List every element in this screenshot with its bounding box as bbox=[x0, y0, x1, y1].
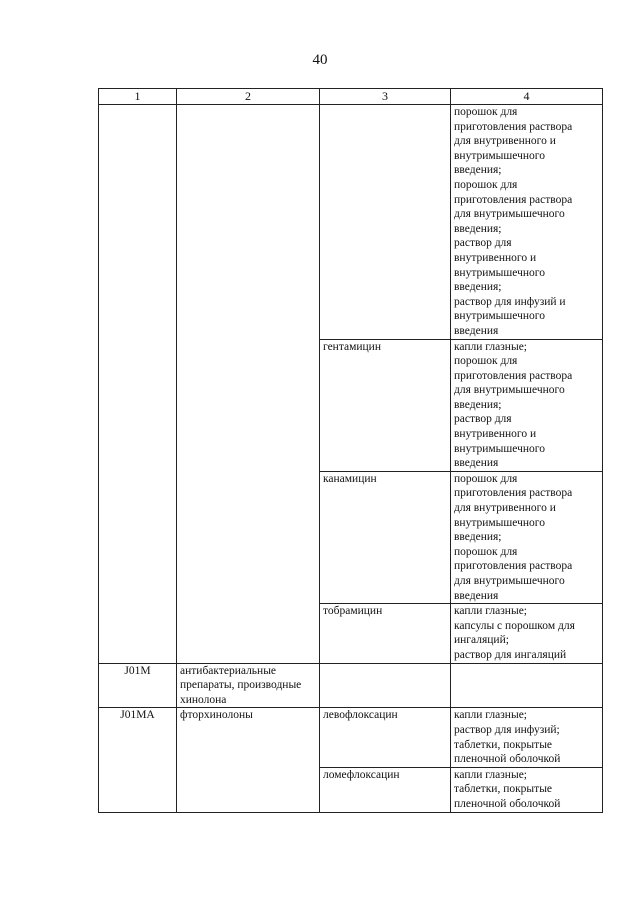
code-cell bbox=[99, 339, 177, 471]
group-cell bbox=[177, 663, 320, 708]
form-line: капли глазные; bbox=[454, 768, 527, 781]
form-line: введения; bbox=[454, 164, 502, 177]
form-line: порошок для bbox=[454, 355, 518, 368]
form-line: для внутримышечного bbox=[454, 384, 565, 397]
form-line: введения; bbox=[454, 222, 502, 235]
form-line: таблетки, покрытые bbox=[454, 783, 553, 796]
forms-cell bbox=[451, 471, 603, 603]
group-cell bbox=[177, 604, 320, 663]
form-line: порошок для bbox=[454, 106, 518, 118]
group-cell bbox=[177, 105, 320, 340]
form-line: внутримышечного bbox=[454, 266, 545, 279]
forms-cell bbox=[451, 708, 603, 767]
form-line: капли глазные; bbox=[454, 709, 527, 722]
drug-cell: ломефлоксацин bbox=[320, 767, 451, 812]
form-line: введения bbox=[454, 457, 499, 470]
drug-cell bbox=[320, 663, 451, 708]
group-cell bbox=[177, 471, 320, 603]
code-cell bbox=[99, 471, 177, 603]
group-line: антибактериальные bbox=[180, 664, 277, 677]
table-row bbox=[99, 767, 603, 812]
drug-cell: гентамицин bbox=[320, 339, 451, 471]
table-row bbox=[99, 105, 603, 340]
form-line: пленочной оболочкой bbox=[454, 753, 561, 766]
form-line: введения; bbox=[454, 281, 502, 294]
form-line: внутримышечного bbox=[454, 310, 545, 323]
form-line: таблетки, покрытые bbox=[454, 738, 553, 751]
form-line: раствор для ингаляций bbox=[454, 648, 567, 661]
column-header-3: 3 bbox=[320, 89, 451, 105]
form-line: порошок для bbox=[454, 178, 518, 191]
drug-cell bbox=[320, 105, 451, 340]
column-header-4: 4 bbox=[451, 89, 603, 105]
page-number: 40 bbox=[312, 52, 328, 68]
form-line: внутривенного и bbox=[454, 428, 537, 441]
form-line: приготовления раствора bbox=[454, 560, 573, 573]
code-cell bbox=[99, 105, 177, 340]
column-header-2: 2 bbox=[177, 89, 320, 105]
code-cell bbox=[99, 604, 177, 663]
form-line: внутримышечного bbox=[454, 516, 545, 529]
column-header-1: 1 bbox=[99, 89, 177, 105]
form-line: внутримышечного bbox=[454, 442, 545, 455]
form-line: введения bbox=[454, 324, 499, 337]
code-cell: J01M bbox=[99, 663, 177, 708]
form-line: приготовления раствора bbox=[454, 369, 573, 382]
form-line: пленочной оболочкой bbox=[454, 797, 561, 810]
group-line: хинолона bbox=[180, 693, 227, 706]
form-line: для внутримышечного bbox=[454, 208, 565, 221]
form-line: введения bbox=[454, 589, 499, 602]
form-line: внутривенного и bbox=[454, 251, 537, 264]
drug-cell: канамицин bbox=[320, 471, 451, 603]
form-line: ингаляций; bbox=[454, 634, 509, 647]
form-line: приготовления раствора bbox=[454, 120, 573, 133]
form-line: раствор для bbox=[454, 237, 512, 250]
drug-table bbox=[98, 88, 603, 813]
table-row bbox=[99, 604, 603, 663]
form-line: введения; bbox=[454, 398, 502, 411]
drug-cell: тобрамицин bbox=[320, 604, 451, 663]
form-line: раствор для инфузий и bbox=[454, 295, 566, 308]
group-line: препараты, производные bbox=[180, 679, 302, 692]
table-row bbox=[99, 708, 603, 767]
code-cell bbox=[99, 767, 177, 812]
form-line: для внутривенного и bbox=[454, 502, 556, 515]
header-row bbox=[99, 89, 603, 105]
form-line: для внутривенного и bbox=[454, 135, 556, 148]
form-line: приготовления раствора bbox=[454, 193, 573, 206]
group-line: фторхинолоны bbox=[180, 709, 253, 722]
forms-cell bbox=[451, 767, 603, 812]
form-line: приготовления раствора bbox=[454, 487, 573, 500]
form-line: порошок для bbox=[454, 472, 518, 485]
form-line: введения; bbox=[454, 531, 502, 544]
form-line: капли глазные; bbox=[454, 340, 527, 353]
group-cell bbox=[177, 339, 320, 471]
table-row bbox=[99, 471, 603, 603]
table-row bbox=[99, 339, 603, 471]
forms-cell bbox=[451, 339, 603, 471]
group-cell bbox=[177, 767, 320, 812]
form-line: раствор для инфузий; bbox=[454, 723, 560, 736]
form-line: капсулы с порошком для bbox=[454, 619, 575, 632]
forms-cell bbox=[451, 663, 603, 708]
form-line: раствор для bbox=[454, 413, 512, 426]
code-cell: J01MA bbox=[99, 708, 177, 767]
group-cell bbox=[177, 708, 320, 767]
forms-cell bbox=[451, 105, 603, 340]
drug-cell: левофлоксацин bbox=[320, 708, 451, 767]
form-line: для внутримышечного bbox=[454, 575, 565, 587]
form-line: порошок для bbox=[454, 545, 518, 558]
forms-cell bbox=[451, 604, 603, 663]
form-line: внутримышечного bbox=[454, 149, 545, 162]
form-line: капли глазные; bbox=[454, 605, 527, 618]
table-row bbox=[99, 663, 603, 708]
